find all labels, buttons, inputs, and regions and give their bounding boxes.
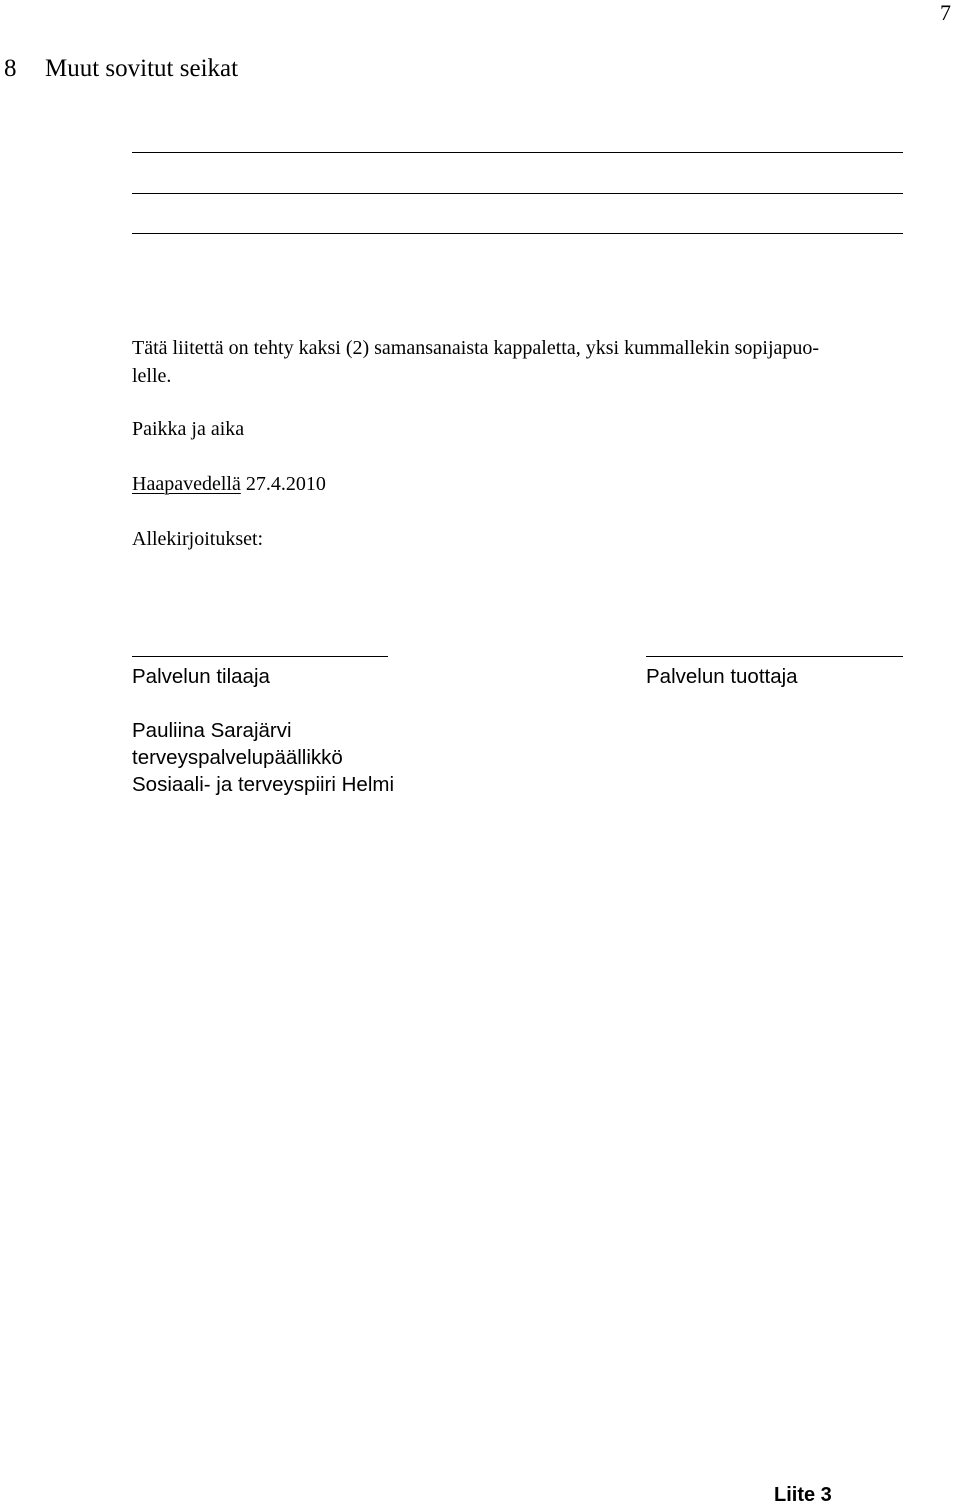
signatures-label: Allekirjoitukset: xyxy=(132,528,264,550)
agreement-text-line-2: lelle. xyxy=(132,365,172,387)
place-name: Haapavedellä xyxy=(132,473,241,495)
signer-title: terveyspalvelupäällikkö xyxy=(132,746,343,769)
signer-organization: Sosiaali- ja terveyspiiri Helmi xyxy=(132,773,395,796)
blank-fill-line-3 xyxy=(132,233,903,234)
page-number: 7 xyxy=(940,0,951,25)
signature-role-right: Palvelun tuottaja xyxy=(646,665,798,688)
signature-role-left: Palvelun tilaaja xyxy=(132,665,270,688)
signer-name: Pauliina Sarajärvi xyxy=(132,719,292,742)
signature-line-left xyxy=(132,656,388,657)
attachment-label: Liite 3 xyxy=(774,1484,832,1506)
agreement-text-line-1: Tätä liitettä on tehty kaksi (2) samansanaista kappaletta, yksi kummallekin sopijapuo- xyxy=(132,337,820,359)
blank-fill-line-1 xyxy=(132,152,903,153)
date-value: 27.4.2010 xyxy=(245,473,326,495)
place-time-value xyxy=(132,473,326,496)
section-number: 8 xyxy=(4,55,17,82)
section-title: Muut sovitut seikat xyxy=(45,55,239,82)
place-time-label: Paikka ja aika xyxy=(132,418,245,440)
signature-line-right xyxy=(646,656,903,657)
blank-fill-line-2 xyxy=(132,193,903,194)
